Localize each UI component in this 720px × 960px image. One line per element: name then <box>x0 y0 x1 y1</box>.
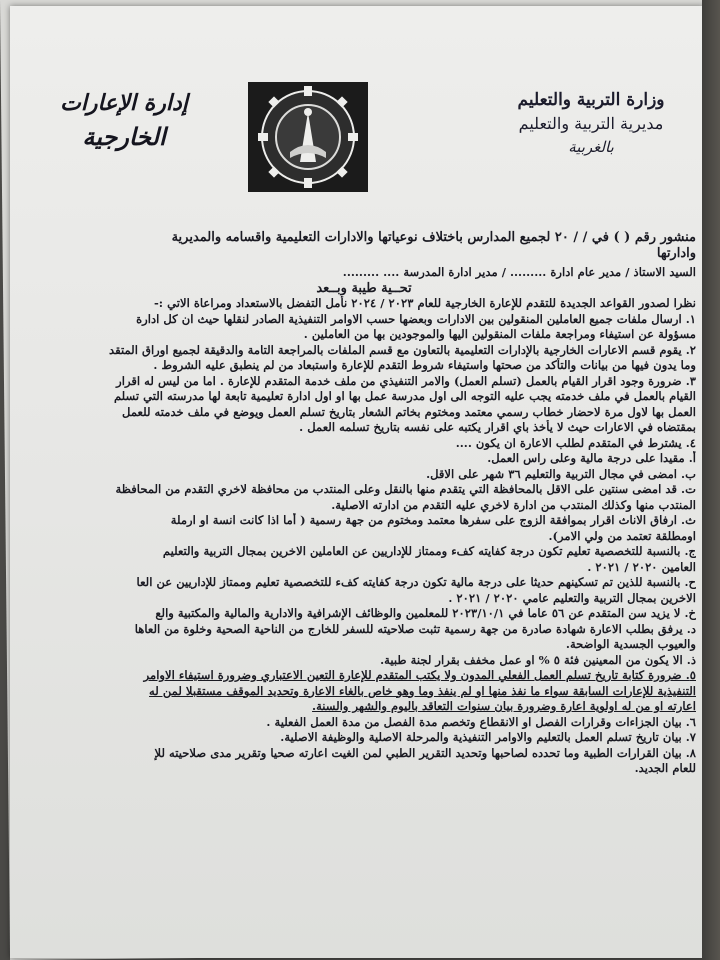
clause-line: ب. امضى في مجال التربية والتعليم ٣٦ شهر على الاقل. <box>426 466 696 481</box>
governorate-name: بالغربية <box>568 138 614 156</box>
addressee-line: السيد الاستاذ / مدير عام ادارة ......... / مدير ادارة المدرسة .... ......... <box>342 265 696 279</box>
clause-line: ٢. يقوم قسم الاعارات الخارجية بالإدارات التعليمية بالتعاون مع قسم الملفات بالمراجعة التامة والدقيقة لجميع اوراق المتقد <box>109 342 696 357</box>
circular-title-cont: وادارتها <box>656 245 696 261</box>
circular-title: منشور رقم ( ) في / / ٢٠ لجميع المدارس باختلاف نوعياتها والادارات التعليمية واقسامه والمديرية <box>171 230 696 245</box>
clause-line: ج. بالنسبة للتخصصية تعليم تكون درجة كفايته كفء وممتاز للإداريين عن العاملين الاخرين بمجال التربية والتعليم <box>162 544 696 558</box>
clause-line: اومطلقة تعتمد من ولي الامر). <box>548 528 696 543</box>
clause-line: أ. مقيدا على درجة مالية وعلى راس العمل. <box>487 451 696 465</box>
underlined-clause-line: اعارته او من له اولوية اعارة وضرورة بيان سنوات التعاقد باليوم والشهر والسنة. <box>312 699 696 713</box>
clause-line: العامين ٢٠٢٠ / ٢٠٢١ . <box>587 559 696 574</box>
clause-line: ٨. بيان القرارات الطبية وما تحدده لصاحبها وتحديد التقرير الطبي لمن الغيت اعارته صحيا وتقرير مدى صلاحيته للإ <box>154 745 696 760</box>
clause-line: ٦. بيان الجزاءات وقرارات الفصل او الانقطاع وتخصم مدة الفصل من مدة العمل الفعلية . <box>266 714 696 729</box>
letter-body <box>32 230 696 777</box>
underlined-clause-line: التنفيذية للإعارات السابقة سواء ما نفذ منها او لم ينفذ وما وهو خاص بالغاء الاعارة وتحديد الموقف مستقبلا لمن له <box>149 683 696 698</box>
clause-line: ذ. الا يكون من المعينين فئة ٥ % او عمل مخفف بقرار لجنة طبية. <box>380 652 696 667</box>
document-page <box>10 6 704 958</box>
department-name: إدارة الإعارات <box>60 90 188 116</box>
ministry-name: وزارة التربية والتعليم <box>517 90 665 110</box>
directorate-name: مديرية التربية والتعليم <box>518 114 664 133</box>
ministry-logo <box>248 82 368 192</box>
clause-line: الاخرين بمجال التربية والتعليم عامي ٢٠٢٠ / ٢٠٢١ . <box>448 590 696 605</box>
department-header <box>44 86 204 154</box>
clause-line: ٣. ضرورة وجود اقرار القيام بالعمل (تسلم العمل) والامر التنفيذي من ملف خدمة المتقدم للإعارة . اما من ليس له اقرار <box>116 373 696 388</box>
clause-line: ح. بالنسبة للذين تم تسكينهم حديثا على درجة مالية تكون درجة كفايته كفء للتخصصية تعليم وممتاز للإداريين عن العا <box>136 575 696 589</box>
clause-line: وما يدون فيها من بيانات والتأكد من صحتها واستيفاء شروط التقدم للإعارة واستبعاد من لم ينطبق عليه الشروط . <box>153 358 696 372</box>
clause-line: مسؤولة عن استيفاء ومراجعة ملفات المنقولين اليها والموجودين بها من العاملين . <box>303 327 696 341</box>
department-subname: الخارجية <box>82 122 166 151</box>
intro-paragraph: نظرا لصدور القواعد الجديدة للتقدم للإعارة الخارجية للعام ٢٠٢٣ / ٢٠٢٤ نأمل التفضل بالاستعداد ومراعاة الاتي :- <box>153 296 696 310</box>
desk-edge <box>702 0 720 960</box>
clause-line: والعيوب الجسدية الواضحة. <box>565 637 696 651</box>
clause-line: المنتدب منها وكذلك المنتدب من ادارة لاخري عليه التقدم من ادارته الاصلية. <box>331 497 696 512</box>
clause-line: ث. ارفاق الاناث اقرار بموافقة الزوج على سفرها معتمد ومختوم من جهة رسمية ( أما اذا كانت انسة او ارملة <box>170 513 696 527</box>
ministry-header <box>516 88 666 158</box>
clause-line: القيام بالعمل في ملف خدمته يجب عليه التوجه الى اول مدرسة عمل بها او اول ادارة تعليمية تابعة لها مدرسته التي تسلم <box>113 389 696 403</box>
clause-line: خ. لا يزيد سن المتقدم عن ٥٦ عاما في ٢٠٢٣/١٠/١ للمعلمين والوظائف الإشرافية والادارية والمالية والمكتبية والع <box>155 606 696 620</box>
clause-line: العمل بها لاول مرة لاحضار خطاب رسمي معتمد ومختوم بخاتم الشعار بتاريخ تسلم العمل ويوضع في ملف خدمته للعمل <box>122 404 696 419</box>
clause-line: ٧. بيان تاريخ تسلم العمل بالتعليم والاوامر التنفيذية والمرحلة الاصلية والوظيفة الاصلية. <box>280 730 696 744</box>
clause-line: ت. قد امضى سنتين على الاقل بالمحافظة التي يتقدم منها بالنقل وعلى المنتدب من محافظة لاخري التقدم من المحافظة <box>115 482 696 496</box>
underlined-clause-line: ٥. ضرورة كتابة تاريخ تسلم العمل الفعلي المدون ولا يكتب المتقدم للإعارة التعين الاعتباري وضرورة استيفاء الاوامر <box>143 668 696 682</box>
greeting: تحــية طيبة وبــعد <box>316 280 412 296</box>
clause-line: بمقتضاه في الاعارات حيث لا يأخذ باي اقرار يكتبه على نفسه بتاريخ تسلمه العمل . <box>299 420 696 434</box>
clause-line: ٤. يشترط في المتقدم لطلب الاعارة ان يكون .... <box>455 435 696 450</box>
clause-line: للعام الجديد. <box>634 761 696 775</box>
clause-line: ١. ارسال ملفات جميع العاملين المنقولين بين الادارات وبعضها حسب الاوامر التنفيذية الصادر لنقلها حيث ان كل ادارة <box>136 311 696 326</box>
clause-line: د. يرفق بطلب الاعارة شهادة صادرة من جهة رسمية تثبت صلاحيته للسفر للخارج من الناحية الصحية وخلوة من العاها <box>134 621 696 636</box>
